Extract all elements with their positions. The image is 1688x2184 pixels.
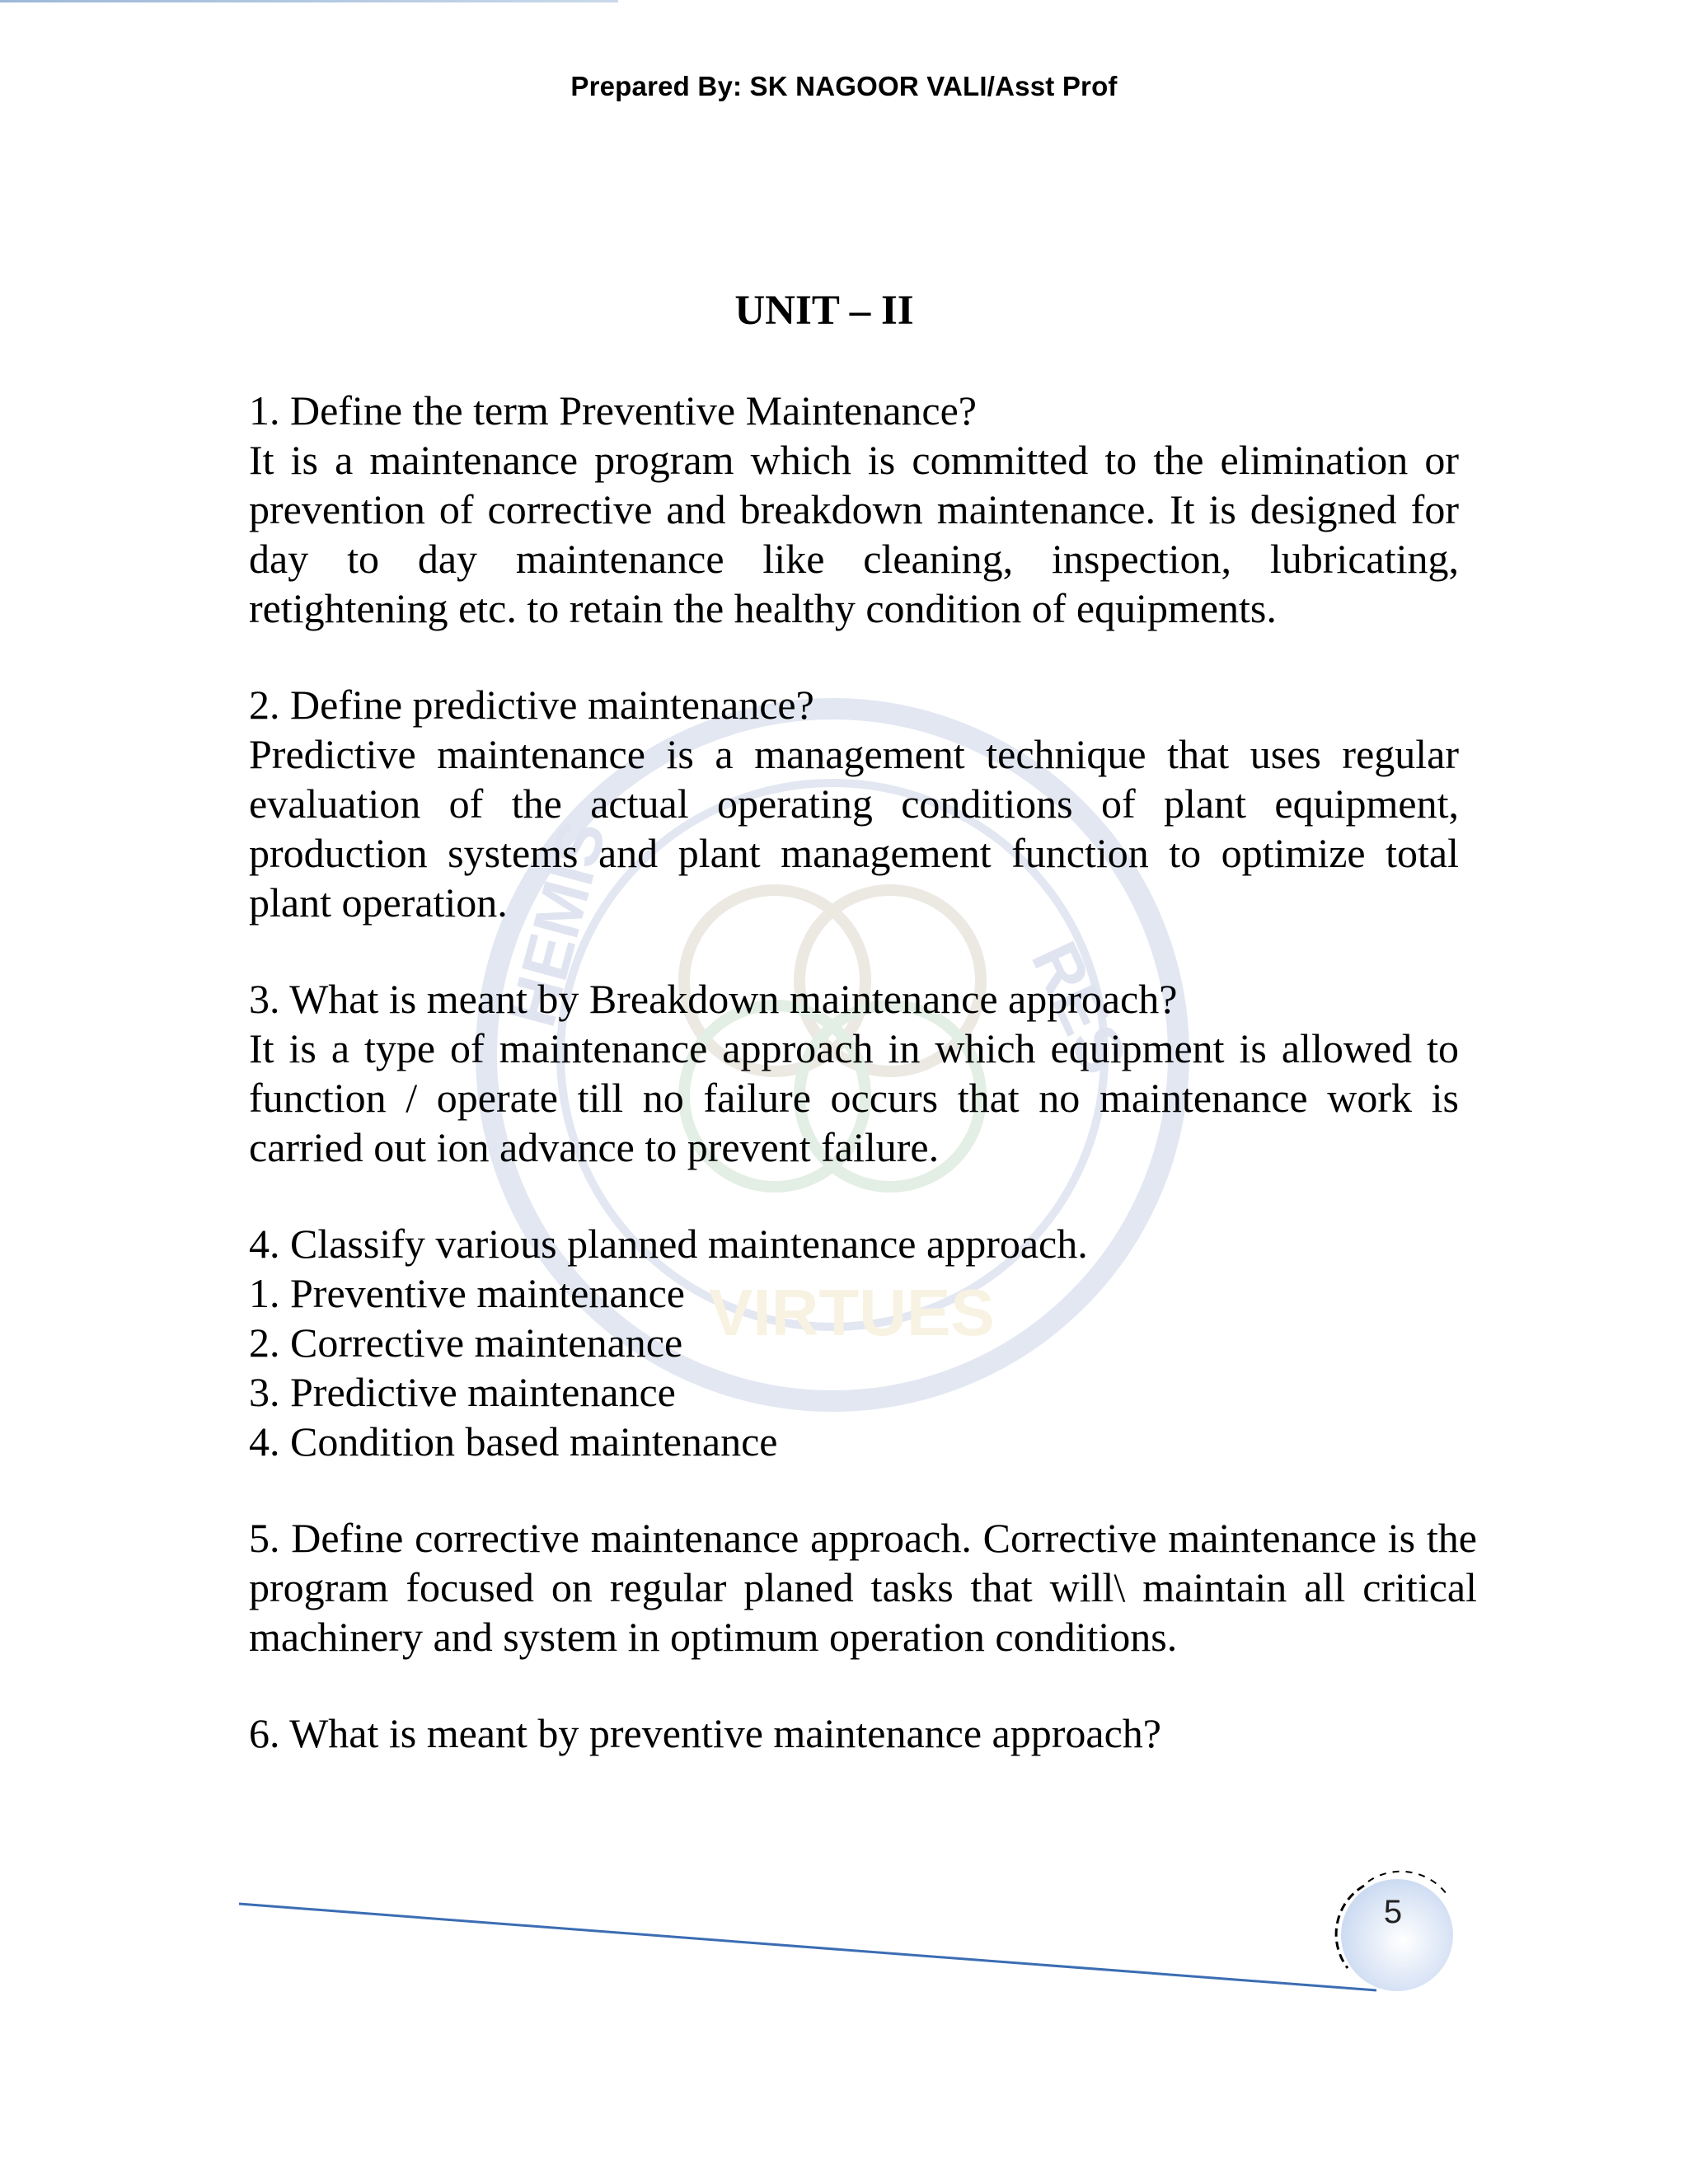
classification-item-4: 4. Condition based maintenance [249,1418,778,1465]
question-answer-content [249,386,1477,1758]
classification-item-3: 3. Predictive maintenance [249,1369,676,1415]
page-number: 5 [1383,1894,1403,1930]
question-block-5 [249,1513,1477,1661]
spacer [249,633,1459,680]
answer-3: It is a type of maintenance approach in which equipment is allowed to function / operate till no failure occurs that no maintenance work is carried out ion advance to prevent failure. [249,1025,1459,1170]
question-block-6 [249,1708,1459,1758]
question-5: 5. Define corrective maintenance approach. Corrective maintenance is the program focused on regular planed tasks that will\ maintain all critical machinery and system in optimum operation conditions. [249,1515,1477,1660]
classification-item-1: 1. Preventive maintenance [249,1270,685,1316]
spacer [249,1466,1459,1513]
watermark-text-left: HEMIS [495,813,620,1034]
question-block-4 [249,1219,1459,1466]
footer-decorative-line [239,1896,1393,1994]
question-1: 1. Define the term Preventive Maintenance? [249,387,977,434]
classification-item-2: 2. Corrective maintenance [249,1319,683,1366]
unit-title: UNIT – II [734,288,914,334]
question-block-1 [249,386,1459,633]
question-block-2 [249,680,1459,927]
answer-1: It is a maintenance program which is committed to the elimination or prevention of corrective and breakdown maintenance. It is designed for day to day maintenance like cleaning, inspection, lubricating, retightening etc. to retain the healthy condition of equipments. [249,437,1459,631]
page-number-badge [1331,1869,1455,1993]
top-decorative-rule [0,0,618,2]
spacer [249,1172,1459,1219]
watermark-text-right: RES [1017,930,1142,1085]
watermark-text-bottom: VIRTUES [709,1276,995,1349]
spacer [249,927,1459,974]
answer-2: Predictive maintenance is a management technique that uses regular evaluation of the actual operating conditions of plant equipment, production systems and plant management function to optimize total plant operation. [249,731,1459,926]
question-block-3 [249,974,1459,1172]
spacer [249,1661,1459,1708]
question-3: 3. What is meant by Breakdown maintenance approach? [249,976,1178,1022]
question-2: 2. Define predictive maintenance? [249,682,814,728]
prepared-by-header: Prepared By: SK NAGOOR VALI/Asst Prof [570,71,1118,101]
question-4: 4. Classify various planned maintenance approach. [249,1221,1088,1267]
question-6: 6. What is meant by preventive maintenance approach? [249,1710,1161,1756]
